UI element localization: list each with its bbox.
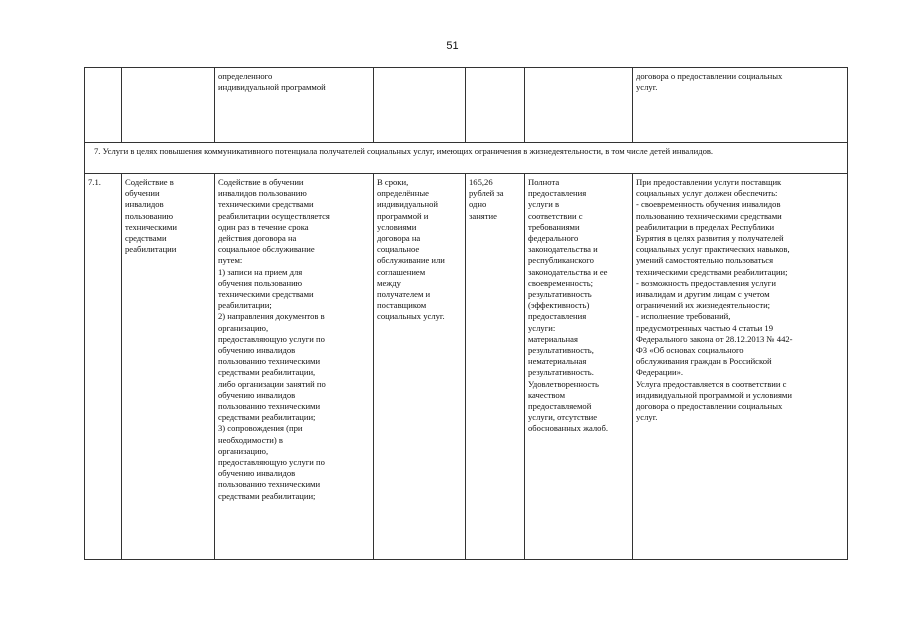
cell-number	[85, 68, 122, 143]
cell-service-description: Содействие в обучении инвалидов пользованию техническими средствами реабилитации осуществляется один раз в течение срока действия договора на социальное обслуживание путем: 1) записи на прием для обучения пользованию техническими средствами реабилитации; 2) направления документов в организацию, предоставляющую услуги по обучению инвалидов пользованию техническими средствами реабилитации, либо организации занятий по обучению инвалидов пользованию техническими средствами реабилитации; 3) сопровождения (при необходимости) в организацию, предоставляющую услуги по обучению инвалидов пользованию техническими средствами реабилитации;	[215, 174, 374, 560]
page-number: 51	[446, 40, 459, 52]
cell-price	[466, 68, 525, 143]
table-row-continuation	[85, 68, 848, 143]
cell-service-name	[122, 68, 215, 143]
table-row-section-heading	[85, 143, 848, 174]
cell-price: 165,26 рублей за одно занятие	[466, 174, 525, 560]
cell-terms: В сроки, определённые индивидуальной программой и условиями договора на социальное обслуживание или соглашением между получателем и поставщиком социальных услуг.	[374, 174, 466, 560]
cell-service-name: Содействие в обучении инвалидов пользованию техническими средствами реабилитации	[122, 174, 215, 560]
services-table	[84, 67, 848, 560]
cell-number: 7.1.	[85, 174, 122, 560]
cell-quality-indicators: Полнота предоставления услуги в соответствии с требованиями федерального законодательства и республиканского законодательства и ее своевременность; результативность (эффективность) предоставления услуги: материальная результативность, нематериальная результативность. Удовлетворенность качеством предоставляемой услуги, отсутствие обоснованных жалоб.	[525, 174, 633, 560]
cell-quality-indicators	[525, 68, 633, 143]
section-heading: 7. Услуги в целях повышения коммуникативного потенциала получателей социальных услуг, имеющих ограничения в жизнедеятельности, в том числе детей инвалидов.	[85, 143, 848, 174]
cell-conditions: При предоставлении услуги поставщик социальных услуг должен обеспечить: - своевременность обучения инвалидов пользованию техническими средствами реабилитации в пределах Республики Бурятия в целях развития у получателей социальных услуг практических навыков, умений самостоятельно пользоваться техническими средствами реабилитации; - возможность предоставления услуги инвалидам и другим лицам с учетом ограничений их жизнедеятельности; - исполнение требований, предусмотренных частью 4 статьи 19 Федерального закона от 28.12.2013 № 442- ФЗ «Об основах социального обслуживания граждан в Российской Федерации». Услуга предоставляется в соответствии с индивидуальной программой и условиями договора о предоставлении социальных услуг.	[633, 174, 848, 560]
cell-terms	[374, 68, 466, 143]
table-row-service-7-1	[85, 174, 848, 560]
cell-service-description: определенного индивидуальной программой	[215, 68, 374, 143]
cell-conditions: договора о предоставлении социальных услуг.	[633, 68, 848, 143]
